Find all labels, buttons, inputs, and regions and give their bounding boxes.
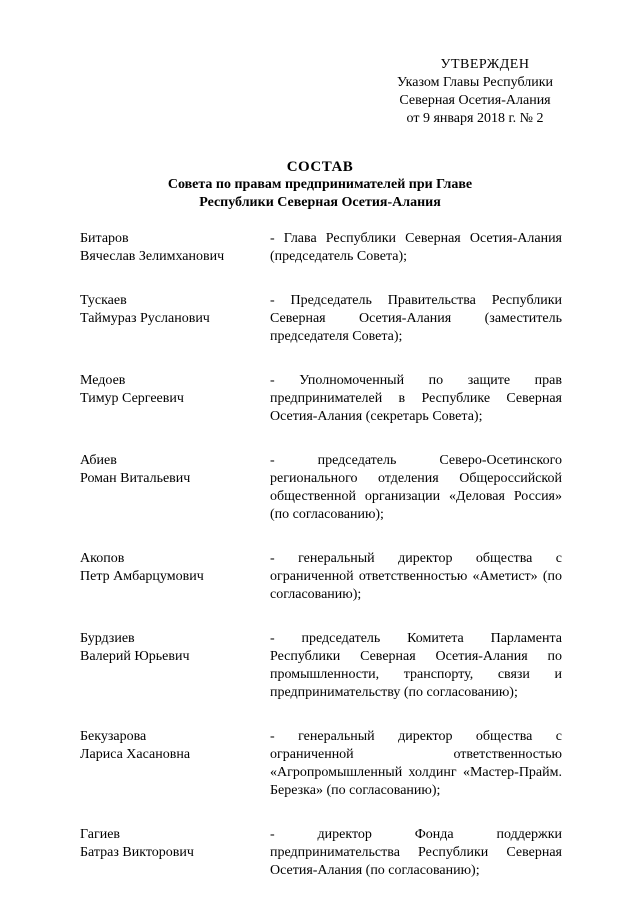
- document-subtitle-line: Совета по правам предпринимателей при Главе: [167, 177, 473, 192]
- member-name: [80, 630, 270, 666]
- member-entry: [80, 292, 562, 346]
- member-given-name: Тимур Сергеевич: [80, 391, 184, 406]
- member-surname: Тускаев: [80, 293, 127, 308]
- member-name: [80, 728, 270, 764]
- member-entry: [80, 372, 562, 426]
- member-given-name: Вячеслав Зелимханович: [80, 249, 225, 264]
- member-entry: [80, 826, 562, 880]
- member-name: [80, 550, 270, 586]
- member-entry: [80, 452, 562, 524]
- member-role: - генеральный директор общества с ограниченной ответственностью «Агропромышленный холдинг «Мастер-Прайм. Березка» (по согласованию);: [270, 729, 562, 798]
- member-name: [80, 230, 270, 266]
- member-surname: Бекузарова: [80, 729, 147, 744]
- member-surname: Абиев: [80, 453, 117, 468]
- document-title: СОСТАВ: [286, 159, 354, 175]
- member-surname: Битаров: [80, 231, 129, 246]
- member-name: [80, 826, 270, 862]
- member-role: - Глава Республики Северная Осетия-Алания (председатель Совета);: [270, 231, 562, 264]
- document-subtitle-line: Республики Северная Осетия-Алания: [199, 195, 441, 210]
- member-role: - Уполномоченный по защите прав предпринимателей в Республике Северная Осетия-Алания (секретарь Совета);: [270, 373, 562, 424]
- member-entry: [80, 230, 562, 266]
- member-entry: [80, 728, 562, 800]
- member-entry: [80, 630, 562, 702]
- approval-date: от 9 января 2018 г. № 2: [406, 111, 544, 126]
- member-role: - председатель Комитета Парламента Республики Северная Осетия-Алания по промышленности, транспорту, связи и предпринимательству (по согласованию);: [270, 631, 562, 700]
- member-name: [80, 452, 270, 488]
- member-surname: Медоев: [80, 373, 126, 388]
- member-role: - директор Фонда поддержки предпринимательства Республики Северная Осетия-Алания (по согласованию);: [270, 827, 562, 878]
- member-surname: Акопов: [80, 551, 125, 566]
- member-given-name: Петр Амбарцумович: [80, 569, 204, 584]
- member-role: - Председатель Правительства Республики Северная Осетия-Алания (заместитель председателя Совета);: [270, 293, 562, 344]
- member-role: - председатель Северо-Осетинского регионального отделения Общероссийской общественной организации «Деловая Россия» (по согласованию);: [270, 453, 562, 522]
- document-heading: [80, 158, 560, 212]
- member-entry: [80, 550, 562, 604]
- member-role: - генеральный директор общества с ограниченной ответственностью «Аметист» (по согласованию);: [270, 551, 562, 602]
- approval-line: Указом Главы Республики: [396, 75, 554, 90]
- member-given-name: Батраз Викторович: [80, 845, 194, 860]
- member-given-name: Таймураз Русланович: [80, 311, 210, 326]
- member-given-name: Лариса Хасановна: [80, 747, 191, 762]
- member-name: [80, 372, 270, 408]
- member-name: [80, 292, 270, 328]
- member-surname: Бурдзиев: [80, 631, 135, 646]
- members-list: [80, 230, 562, 906]
- member-given-name: Валерий Юрьевич: [80, 649, 190, 664]
- approval-stamp: [370, 56, 580, 128]
- member-given-name: Роман Витальевич: [80, 471, 191, 486]
- approval-line: Северная Осетия-Алания: [399, 93, 551, 108]
- approval-title: УТВЕРЖДЕН: [440, 57, 530, 72]
- member-surname: Гагиев: [80, 827, 121, 842]
